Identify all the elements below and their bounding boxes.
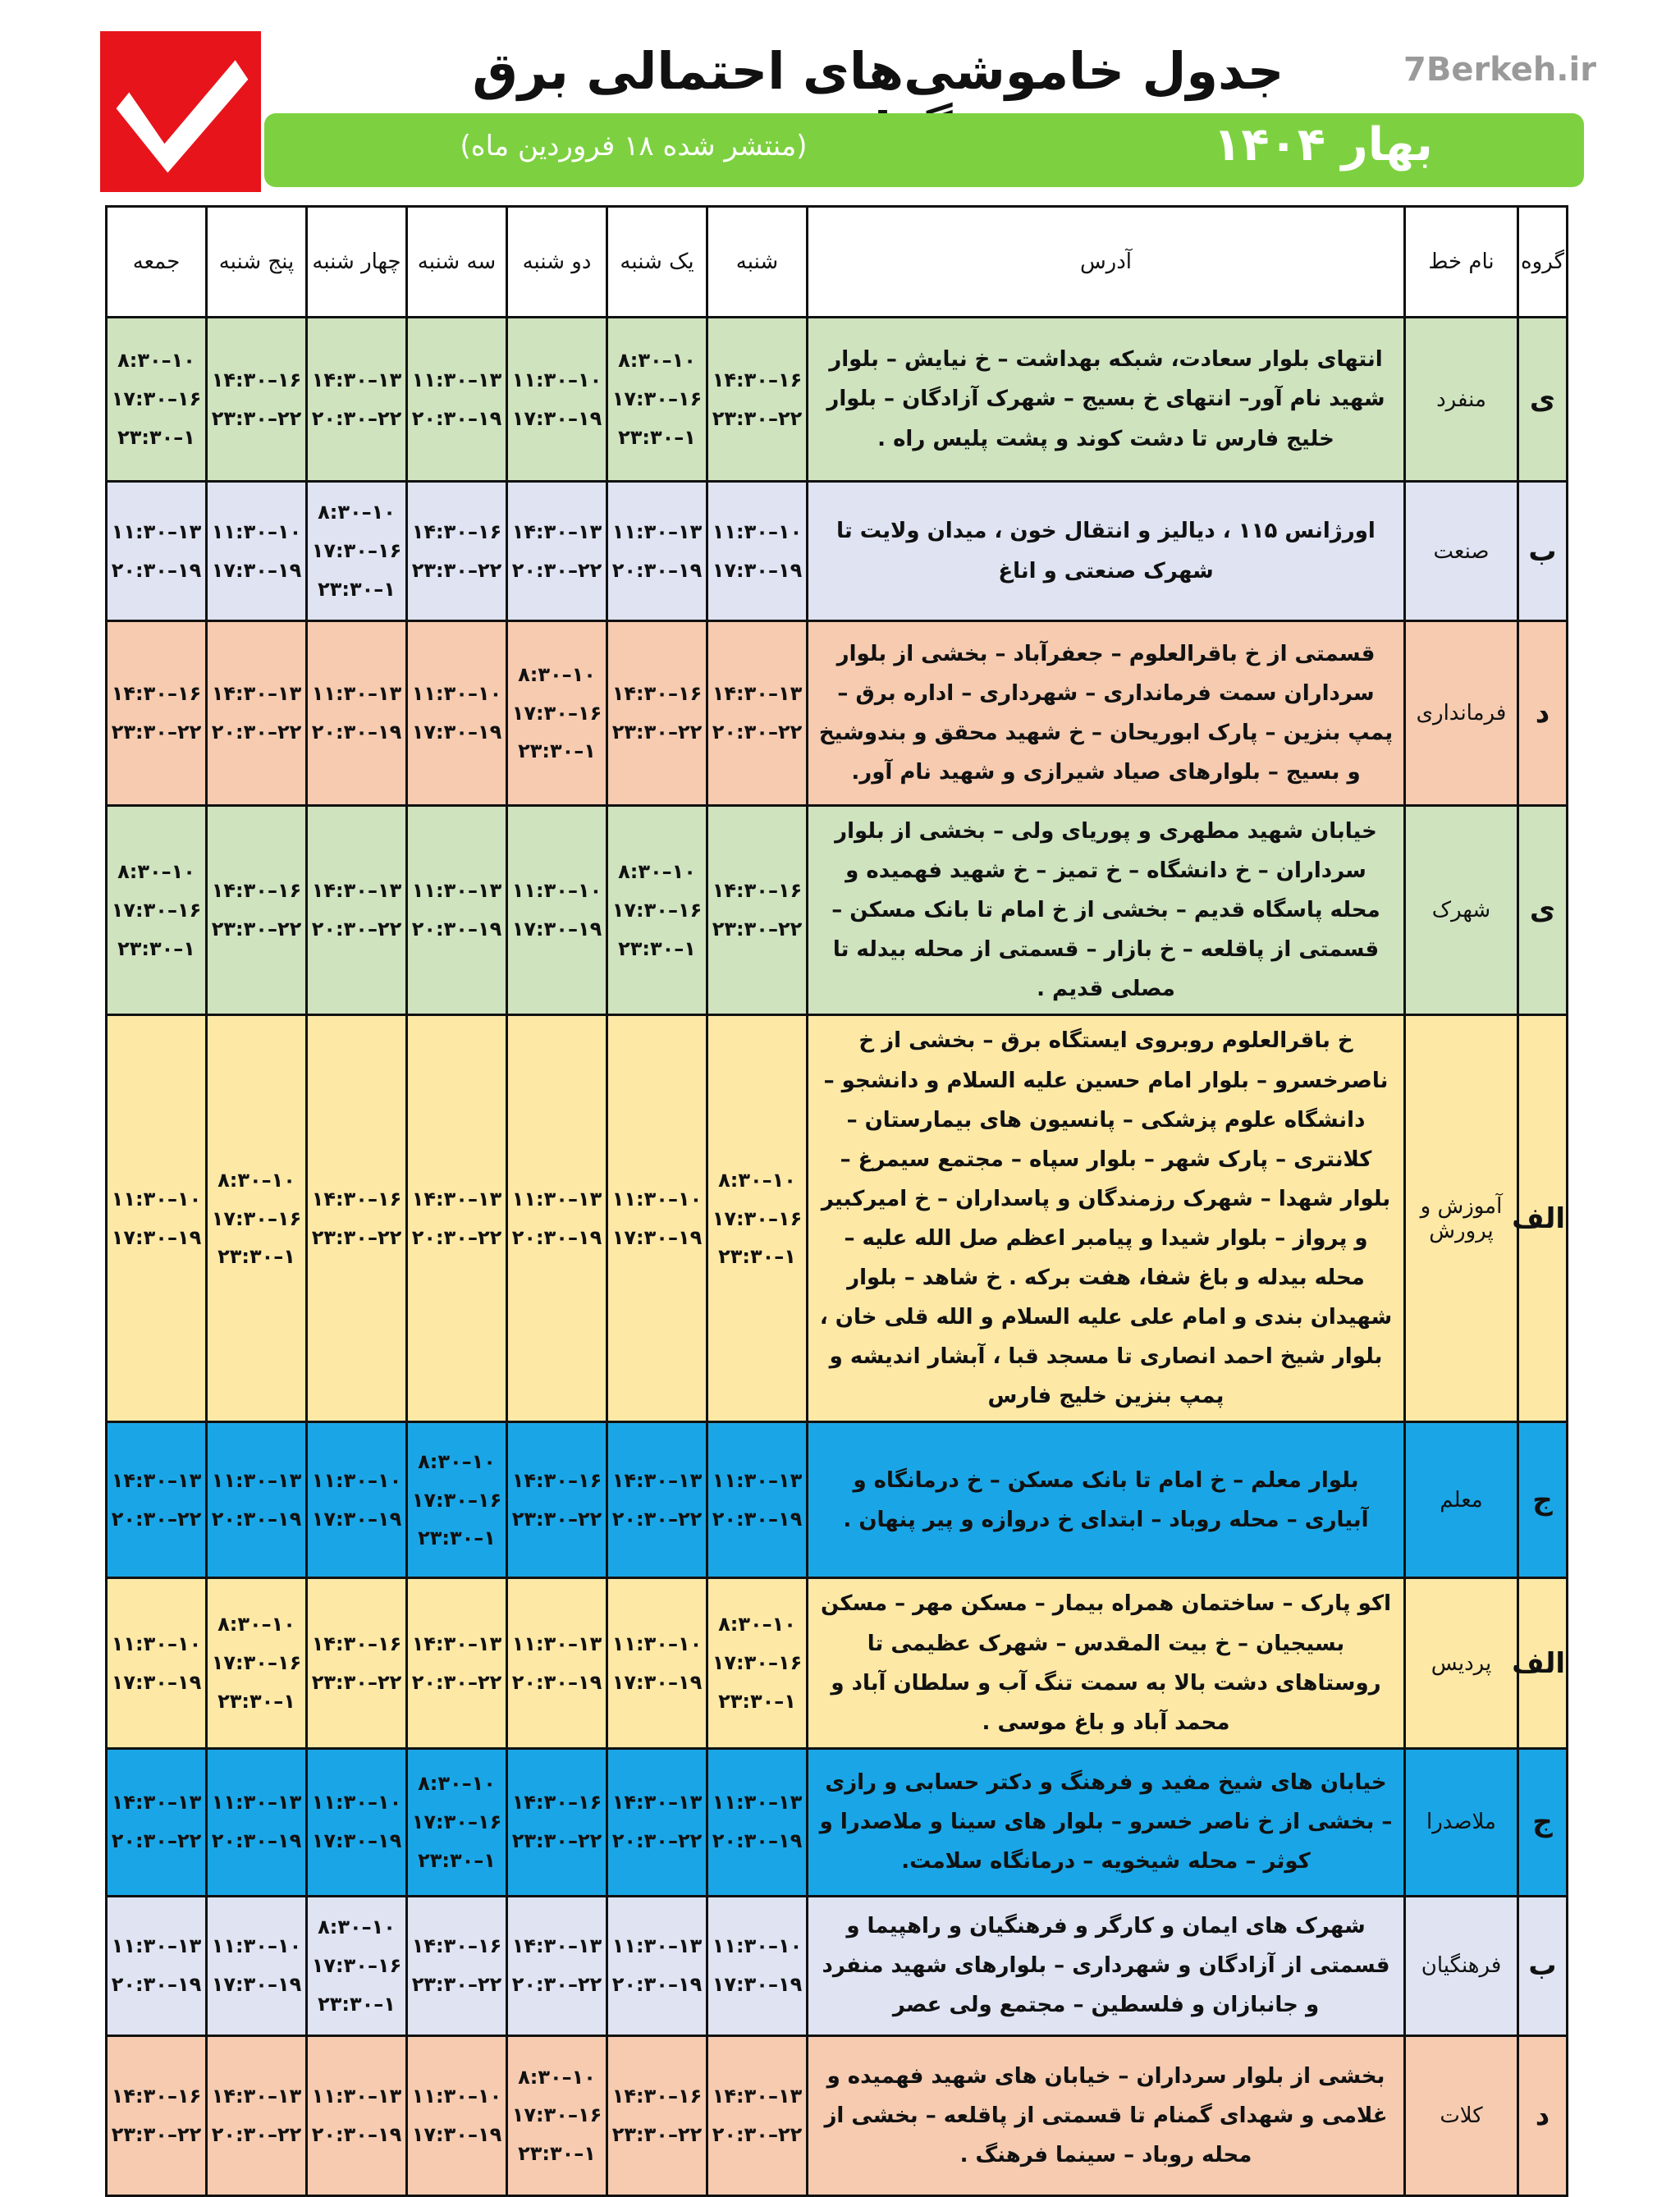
time-slot-cell bbox=[607, 1015, 707, 1422]
time-slot: ۱۰–۸:۳۰ bbox=[117, 860, 195, 884]
time-slot: ۱۳–۱۴:۳۰ bbox=[611, 1469, 703, 1493]
time-slot: ۱۹–۲۰:۳۰ bbox=[211, 1507, 302, 1531]
time-slot-cell bbox=[107, 1015, 207, 1422]
time-slot-cell bbox=[107, 1896, 207, 2035]
time-slot: ۱۹–۲۰:۳۰ bbox=[611, 1973, 703, 1997]
time-slot: ۱۰–۸:۳۰ bbox=[618, 349, 696, 373]
header-line: نام خط bbox=[1405, 207, 1518, 318]
line-name-cell: ملاصدرا bbox=[1405, 1748, 1518, 1896]
time-slot-cell bbox=[707, 1748, 808, 1896]
time-slot-cell bbox=[107, 1422, 207, 1578]
time-slot-cell bbox=[507, 621, 607, 806]
time-slot: ۱۶–۱۴:۳۰ bbox=[511, 1791, 602, 1815]
header-day: جمعه bbox=[107, 207, 207, 318]
time-slot: ۱۰–۱۱:۳۰ bbox=[111, 1188, 202, 1211]
time-slot: ۱۶–۱۷:۳۰ bbox=[712, 1651, 803, 1675]
time-slot: ۱۹–۱۷:۳۰ bbox=[211, 1973, 302, 1997]
time-slot: ۱۶–۱۷:۳۰ bbox=[111, 898, 202, 922]
time-slot-cell bbox=[607, 1578, 707, 1748]
time-slot-cell bbox=[307, 1896, 407, 2035]
time-slot-cell bbox=[207, 318, 307, 482]
time-slot-cell bbox=[407, 1748, 507, 1896]
time-slot: ۲۲–۲۳:۳۰ bbox=[311, 1670, 402, 1694]
time-slot: ۱۹–۱۷:۳۰ bbox=[411, 721, 502, 744]
time-slot-cell bbox=[407, 318, 507, 482]
table-row bbox=[107, 1748, 1568, 1896]
time-slot: ۲۲–۲۳:۳۰ bbox=[611, 2122, 703, 2146]
schedule-body bbox=[107, 318, 1568, 2196]
time-slot: ۱–۲۳:۳۰ bbox=[217, 1245, 295, 1269]
time-slot-cell bbox=[407, 1422, 507, 1578]
time-slot-cell bbox=[507, 1748, 607, 1896]
time-slot: ۲۲–۲۳:۳۰ bbox=[411, 1973, 502, 1997]
time-slot-cell bbox=[307, 621, 407, 806]
time-slot: ۱۶–۱۴:۳۰ bbox=[712, 368, 803, 391]
time-slot: ۱۳–۱۴:۳۰ bbox=[511, 519, 602, 543]
time-slot-cell bbox=[607, 2035, 707, 2195]
group-cell: الف bbox=[1518, 1015, 1568, 1422]
time-slot: ۱۰–۱۱:۳۰ bbox=[211, 1934, 302, 1958]
time-slot-cell bbox=[307, 1748, 407, 1896]
time-slot: ۲۲–۲۳:۳۰ bbox=[311, 1225, 402, 1249]
brand-logo bbox=[100, 31, 261, 192]
time-slot: ۲۲–۲۰:۳۰ bbox=[611, 1829, 703, 1853]
time-slot-cell bbox=[107, 621, 207, 806]
table-row bbox=[107, 806, 1568, 1015]
time-slot-cell bbox=[207, 1578, 307, 1748]
time-slot: ۱۳–۱۴:۳۰ bbox=[712, 2084, 803, 2108]
time-slot-cell bbox=[207, 1015, 307, 1422]
time-slot-cell bbox=[707, 1578, 808, 1748]
time-slot: ۲۲–۲۰:۳۰ bbox=[511, 558, 602, 582]
time-slot: ۱–۲۳:۳۰ bbox=[117, 936, 195, 960]
time-slot: ۱۹–۱۷:۳۰ bbox=[411, 2122, 502, 2146]
site-name: 7Berkeh.ir bbox=[1403, 51, 1596, 89]
time-slot: ۱–۲۳:۳۰ bbox=[117, 425, 195, 449]
time-slot: ۲۲–۲۳:۳۰ bbox=[211, 918, 302, 941]
time-slot-cell bbox=[407, 621, 507, 806]
time-slot: ۱۰–۸:۳۰ bbox=[418, 1449, 496, 1473]
time-slot: ۱۰–۱۱:۳۰ bbox=[411, 682, 502, 706]
line-name-cell: معلم bbox=[1405, 1422, 1518, 1578]
group-cell: د bbox=[1518, 621, 1568, 806]
time-slot-cell bbox=[707, 1896, 808, 2035]
time-slot: ۱۹–۱۷:۳۰ bbox=[511, 918, 602, 941]
line-name-cell: منفرد bbox=[1405, 318, 1518, 482]
time-slot: ۲۲–۲۰:۳۰ bbox=[712, 721, 803, 744]
header-row bbox=[107, 207, 1568, 318]
time-slot: ۱۳–۱۴:۳۰ bbox=[111, 1469, 202, 1493]
time-slot: ۱۶–۱۷:۳۰ bbox=[211, 1651, 302, 1675]
time-slot: ۱۹–۲۰:۳۰ bbox=[411, 918, 502, 941]
time-slot: ۱۰–۸:۳۰ bbox=[518, 2065, 596, 2089]
time-slot: ۱۰–۸:۳۰ bbox=[718, 1168, 796, 1192]
time-slot: ۱۰–۸:۳۰ bbox=[318, 501, 396, 524]
time-slot: ۱۹–۲۰:۳۰ bbox=[111, 558, 202, 582]
time-slot: ۲۲–۲۰:۳۰ bbox=[311, 918, 402, 941]
time-slot: ۲۲–۲۰:۳۰ bbox=[411, 1225, 502, 1249]
header-address: آدرس bbox=[808, 207, 1405, 318]
time-slot-cell bbox=[207, 1748, 307, 1896]
time-slot-cell bbox=[707, 318, 808, 482]
address-cell: انتهای بلوار سعادت، شبکه بهداشت – خ نیایش – بلوار شهید نام آور– انتهای خ بسیج – شهرک آزادگان – بلوار خلیج فارس تا دشت کوند و پشت پلیس راه . bbox=[808, 318, 1405, 482]
time-slot: ۱–۲۳:۳۰ bbox=[718, 1245, 796, 1269]
time-slot: ۱۹–۲۰:۳۰ bbox=[611, 558, 703, 582]
time-slot: ۲۲–۲۳:۳۰ bbox=[511, 1507, 602, 1531]
time-slot: ۱۳–۱۴:۳۰ bbox=[211, 682, 302, 706]
time-slot-cell bbox=[407, 1015, 507, 1422]
time-slot-cell bbox=[307, 806, 407, 1015]
time-slot-cell bbox=[707, 482, 808, 621]
time-slot-cell bbox=[707, 1015, 808, 1422]
time-slot-cell bbox=[207, 806, 307, 1015]
time-slot-cell bbox=[607, 806, 707, 1015]
time-slot-cell bbox=[507, 318, 607, 482]
time-slot-cell bbox=[307, 1578, 407, 1748]
time-slot: ۱۶–۱۴:۳۰ bbox=[111, 2084, 202, 2108]
line-name-cell: پردیس bbox=[1405, 1578, 1518, 1748]
time-slot-cell bbox=[507, 806, 607, 1015]
address-cell: اکو پارک – ساختمان همراه بیمار – مسکن مهر – مسکن بسیجیان – خ بیت المقدس – شهرک عظیمی تا روستاهای دشت بالا به سمت تنگ آب و سلطان آباد و محمد آباد و باغ موسی . bbox=[808, 1578, 1405, 1748]
time-slot-cell bbox=[107, 1578, 207, 1748]
time-slot: ۲۲–۲۰:۳۰ bbox=[611, 1507, 703, 1531]
time-slot: ۱۹–۲۰:۳۰ bbox=[311, 721, 402, 744]
header-day: دو شنبه bbox=[507, 207, 607, 318]
time-slot: ۱۳–۱۴:۳۰ bbox=[211, 2084, 302, 2108]
time-slot: ۱۳–۱۱:۳۰ bbox=[511, 1188, 602, 1211]
time-slot: ۱۶–۱۷:۳۰ bbox=[411, 1488, 502, 1512]
time-slot: ۱۰–۱۱:۳۰ bbox=[611, 1188, 703, 1211]
time-slot-cell bbox=[507, 1422, 607, 1578]
line-name-cell: فرهنگیان bbox=[1405, 1896, 1518, 2035]
group-cell: ج bbox=[1518, 1422, 1568, 1578]
group-cell: ب bbox=[1518, 482, 1568, 621]
time-slot: ۱۰–۸:۳۰ bbox=[318, 1916, 396, 1939]
time-slot-cell bbox=[107, 806, 207, 1015]
time-slot-cell bbox=[307, 482, 407, 621]
time-slot: ۱۳–۱۱:۳۰ bbox=[211, 1469, 302, 1493]
time-slot-cell bbox=[707, 621, 808, 806]
time-slot: ۱۳–۱۱:۳۰ bbox=[111, 1934, 202, 1958]
time-slot: ۱–۲۳:۳۰ bbox=[518, 739, 596, 763]
time-slot: ۱۹–۲۰:۳۰ bbox=[311, 2122, 402, 2146]
time-slot: ۱۶–۱۴:۳۰ bbox=[411, 519, 502, 543]
time-slot: ۱۳–۱۱:۳۰ bbox=[311, 2084, 402, 2108]
time-slot: ۱۹–۱۷:۳۰ bbox=[111, 1225, 202, 1249]
time-slot-cell bbox=[307, 1015, 407, 1422]
time-slot: ۱۹–۱۷:۳۰ bbox=[611, 1670, 703, 1694]
time-slot: ۱۶–۱۷:۳۰ bbox=[211, 1206, 302, 1230]
time-slot-cell bbox=[507, 482, 607, 621]
time-slot: ۱۶–۱۴:۳۰ bbox=[611, 2084, 703, 2108]
address-cell: خیابان های شیخ مفید و فرهنگ و دکتر حسابی و رازی – بخشی از خ ناصر خسرو – بلوار های سینا و ملاصدرا و کوثر – محله شیخویه – درمانگاه سلامت. bbox=[808, 1748, 1405, 1896]
time-slot: ۲۲–۲۰:۳۰ bbox=[111, 1829, 202, 1853]
time-slot-cell bbox=[207, 621, 307, 806]
time-slot: ۲۲–۲۰:۳۰ bbox=[311, 406, 402, 430]
group-cell: ی bbox=[1518, 318, 1568, 482]
time-slot: ۱۰–۱۱:۳۰ bbox=[111, 1632, 202, 1655]
time-slot: ۱۶–۱۴:۳۰ bbox=[211, 879, 302, 903]
time-slot: ۱۹–۲۰:۳۰ bbox=[712, 1829, 803, 1853]
header-day: یک شنبه bbox=[607, 207, 707, 318]
time-slot: ۱۳–۱۱:۳۰ bbox=[111, 519, 202, 543]
table-row bbox=[107, 2035, 1568, 2195]
line-name-cell: صنعت bbox=[1405, 482, 1518, 621]
address-cell: بخشی از بلوار سرداران – خیابان های شهید فهمیده و غلامی و شهدای گمنام تا قسمتی از پاقلعه – بخشی از محله روباد – سینما فرهنگ . bbox=[808, 2035, 1405, 2195]
time-slot: ۱–۲۳:۳۰ bbox=[518, 2142, 596, 2166]
time-slot-cell bbox=[407, 1896, 507, 2035]
time-slot-cell bbox=[107, 318, 207, 482]
time-slot: ۱۰–۱۱:۳۰ bbox=[712, 1934, 803, 1958]
time-slot: ۱۳–۱۱:۳۰ bbox=[611, 519, 703, 543]
time-slot: ۱۰–۱۱:۳۰ bbox=[712, 519, 803, 543]
time-slot: ۱۰–۱۱:۳۰ bbox=[411, 2084, 502, 2108]
time-slot: ۱۹–۲۰:۳۰ bbox=[712, 1507, 803, 1531]
time-slot: ۱۶–۱۴:۳۰ bbox=[311, 1632, 402, 1655]
time-slot: ۱۰–۸:۳۰ bbox=[518, 662, 596, 686]
time-slot: ۱۹–۱۷:۳۰ bbox=[712, 558, 803, 582]
time-slot: ۱۹–۱۷:۳۰ bbox=[611, 1225, 703, 1249]
time-slot: ۱۶–۱۷:۳۰ bbox=[611, 898, 703, 922]
time-slot: ۱۹–۲۰:۳۰ bbox=[111, 1973, 202, 1997]
line-name-cell: آموزش و پرورش bbox=[1405, 1015, 1518, 1422]
time-slot: ۱۳–۱۴:۳۰ bbox=[611, 1791, 703, 1815]
time-slot: ۱۶–۱۷:۳۰ bbox=[311, 1953, 402, 1977]
time-slot: ۱–۲۳:۳۰ bbox=[217, 1689, 295, 1713]
time-slot: ۱۳–۱۴:۳۰ bbox=[511, 1934, 602, 1958]
time-slot: ۱۳–۱۴:۳۰ bbox=[712, 682, 803, 706]
time-slot-cell bbox=[107, 2035, 207, 2195]
time-slot-cell bbox=[407, 482, 507, 621]
header-day: شنبه bbox=[707, 207, 808, 318]
time-slot: ۱۶–۱۴:۳۰ bbox=[211, 368, 302, 391]
time-slot: ۲۲–۲۳:۳۰ bbox=[211, 406, 302, 430]
table-row bbox=[107, 621, 1568, 806]
time-slot: ۱۶–۱۷:۳۰ bbox=[111, 387, 202, 411]
time-slot: ۱۳–۱۴:۳۰ bbox=[311, 368, 402, 391]
time-slot-cell bbox=[207, 2035, 307, 2195]
time-slot: ۱–۲۳:۳۰ bbox=[418, 1526, 496, 1550]
time-slot: ۲۲–۲۰:۳۰ bbox=[411, 1670, 502, 1694]
time-slot: ۱۳–۱۱:۳۰ bbox=[511, 1632, 602, 1655]
group-cell: ج bbox=[1518, 1748, 1568, 1896]
time-slot: ۱۹–۱۷:۳۰ bbox=[111, 1670, 202, 1694]
time-slot-cell bbox=[607, 1422, 707, 1578]
time-slot: ۱۳–۱۱:۳۰ bbox=[211, 1791, 302, 1815]
time-slot: ۱۹–۱۷:۳۰ bbox=[511, 406, 602, 430]
time-slot: ۲۲–۲۰:۳۰ bbox=[712, 2122, 803, 2146]
time-slot: ۱–۲۳:۳۰ bbox=[318, 577, 396, 601]
time-slot: ۲۲–۲۰:۳۰ bbox=[111, 1507, 202, 1531]
time-slot-cell bbox=[407, 806, 507, 1015]
time-slot: ۱۶–۱۷:۳۰ bbox=[511, 701, 602, 725]
address-cell: خ باقرالعلوم روبروی ایستگاه برق – بخشی از خ ناصرخسرو – بلوار امام حسین علیه السلام و دانشجو – دانشگاه علوم پزشکی – پانسیون های بیمارستان – کلانتری – پارک شهر – بلوار سپاه – مجتمع سیمرغ – بلوار شهدا – شهرک رزمندگان و پاسداران – خ امیرکبیر و پرواز – بلوار شیدا و پیامبر اعظم صل الله علیه – محله بیدله و باغ شفا، هفت برکه . خ شاهد – بلوار شهیدان بندی و امام علی علیه السلام و الله قلی خان ، بلوار شیخ احمد انصاری تا مسجد قبا ، آبشار اندیشه و پمپ بنزین خلیج فارس bbox=[808, 1015, 1405, 1422]
time-slot-cell bbox=[707, 1422, 808, 1578]
time-slot: ۱۶–۱۷:۳۰ bbox=[511, 2103, 602, 2127]
time-slot-cell bbox=[407, 1578, 507, 1748]
published-note: (منتشر شده ۱۸ فروردین ماه) bbox=[460, 130, 808, 162]
time-slot: ۱۳–۱۱:۳۰ bbox=[712, 1469, 803, 1493]
time-slot: ۱۹–۱۷:۳۰ bbox=[311, 1829, 402, 1853]
time-slot: ۱۹–۲۰:۳۰ bbox=[211, 1829, 302, 1853]
time-slot: ۱۳–۱۱:۳۰ bbox=[611, 1934, 703, 1958]
address-cell: قسمتی از خ باقرالعلوم – جعفرآباد – بخشی از بلوار سرداران سمت فرمانداری – شهرداری – اداره برق – پمپ بنزین – پارک ابوریحان – خ شهید محقق و بندوشیخ و بسیج – بلوارهای صیاد شیرازی و شهید نام آور. bbox=[808, 621, 1405, 806]
table-row bbox=[107, 1015, 1568, 1422]
time-slot-cell bbox=[607, 1896, 707, 2035]
line-name-cell: فرمانداری bbox=[1405, 621, 1518, 806]
line-name-cell: شهرک bbox=[1405, 806, 1518, 1015]
time-slot: ۲۲–۲۰:۳۰ bbox=[211, 721, 302, 744]
time-slot: ۱۹–۱۷:۳۰ bbox=[311, 1507, 402, 1531]
time-slot: ۱۳–۱۴:۳۰ bbox=[411, 1188, 502, 1211]
time-slot-cell bbox=[507, 1578, 607, 1748]
header-day: چهار شنبه bbox=[307, 207, 407, 318]
time-slot: ۲۲–۲۰:۳۰ bbox=[511, 1973, 602, 1997]
time-slot: ۱۶–۱۴:۳۰ bbox=[411, 1934, 502, 1958]
time-slot: ۱۳–۱۴:۳۰ bbox=[111, 1791, 202, 1815]
time-slot-cell bbox=[507, 1896, 607, 2035]
table-row bbox=[107, 318, 1568, 482]
time-slot-cell bbox=[207, 482, 307, 621]
time-slot: ۱۶–۱۴:۳۰ bbox=[611, 682, 703, 706]
table-row bbox=[107, 1896, 1568, 2035]
time-slot-cell bbox=[107, 1748, 207, 1896]
time-slot: ۲۲–۲۳:۳۰ bbox=[111, 721, 202, 744]
time-slot: ۱۰–۱۱:۳۰ bbox=[311, 1469, 402, 1493]
time-slot: ۱۹–۱۷:۳۰ bbox=[211, 558, 302, 582]
time-slot: ۱۶–۱۷:۳۰ bbox=[712, 1206, 803, 1230]
time-slot: ۱۳–۱۱:۳۰ bbox=[311, 682, 402, 706]
address-cell: بلوار معلم – خ امام تا بانک مسکن – خ درمانگاه و آبیاری – محله روباد – ابتدای خ دروازه و پیر پنهان . bbox=[808, 1422, 1405, 1578]
time-slot-cell bbox=[607, 482, 707, 621]
time-slot-cell bbox=[607, 1748, 707, 1896]
time-slot: ۱۶–۱۷:۳۰ bbox=[611, 387, 703, 411]
time-slot: ۱۳–۱۴:۳۰ bbox=[311, 879, 402, 903]
time-slot: ۲۲–۲۳:۳۰ bbox=[511, 1829, 602, 1853]
time-slot-cell bbox=[707, 806, 808, 1015]
time-slot: ۱۰–۸:۳۰ bbox=[418, 1772, 496, 1796]
time-slot: ۱۰–۱۱:۳۰ bbox=[511, 879, 602, 903]
group-cell: الف bbox=[1518, 1578, 1568, 1748]
time-slot: ۱۰–۱۱:۳۰ bbox=[511, 368, 602, 391]
address-cell: خیابان شهید مطهری و پوریای ولی – بخشی از بلوار سرداران – خ دانشگاه – خ تمیز – خ شهید فهمیده و محله پاسگاه قدیم – بخشی از خ امام تا بانک مسکن – قسمتی از پاقلعه – خ بازار – قسمتی از محله بیدله تا مصلی قدیم . bbox=[808, 806, 1405, 1015]
time-slot: ۲۲–۲۳:۳۰ bbox=[611, 721, 703, 744]
table-row bbox=[107, 482, 1568, 621]
time-slot: ۱–۲۳:۳۰ bbox=[318, 1992, 396, 2016]
time-slot: ۲۲–۲۳:۳۰ bbox=[411, 558, 502, 582]
time-slot: ۲۲–۲۰:۳۰ bbox=[211, 2122, 302, 2146]
time-slot: ۱۳–۱۱:۳۰ bbox=[411, 368, 502, 391]
time-slot-cell bbox=[107, 482, 207, 621]
header-day: سه شنبه bbox=[407, 207, 507, 318]
header-day: پنج شنبه bbox=[207, 207, 307, 318]
time-slot: ۱۰–۱۱:۳۰ bbox=[611, 1632, 703, 1655]
address-cell: اورژانس ۱۱۵ ، دیالیز و انتقال خون ، میدان ولایت تا شهرک صنعتی و اناغ bbox=[808, 482, 1405, 621]
table-row bbox=[107, 1578, 1568, 1748]
time-slot-cell bbox=[607, 621, 707, 806]
time-slot-cell bbox=[307, 318, 407, 482]
time-slot-cell bbox=[207, 1422, 307, 1578]
table-row bbox=[107, 1422, 1568, 1578]
time-slot-cell bbox=[507, 2035, 607, 2195]
time-slot: ۱۶–۱۴:۳۰ bbox=[111, 682, 202, 706]
season-label: بهار ۱۴۰۴ bbox=[1213, 118, 1433, 172]
time-slot-cell bbox=[407, 2035, 507, 2195]
time-slot: ۱۹–۲۰:۳۰ bbox=[511, 1225, 602, 1249]
time-slot-cell bbox=[307, 1422, 407, 1578]
time-slot: ۱۰–۸:۳۰ bbox=[217, 1168, 295, 1192]
page-title: جدول خاموشی‌های احتمالی برق bbox=[472, 41, 1284, 101]
time-slot: ۱۹–۱۷:۳۰ bbox=[712, 1973, 803, 1997]
address-cell: شهرک های ایمان و کارگر و فرهنگیان و راهپیما و قسمتی از آزادگان و شهرداری – بلوارهای شهید منفرد و جانبازان و فلسطین – مجتمع ولی عصر bbox=[808, 1896, 1405, 2035]
time-slot-cell bbox=[307, 2035, 407, 2195]
time-slot-cell bbox=[507, 1015, 607, 1422]
time-slot: ۱۶–۱۴:۳۰ bbox=[712, 879, 803, 903]
time-slot: ۱۰–۸:۳۰ bbox=[618, 860, 696, 884]
time-slot: ۱۶–۱۴:۳۰ bbox=[511, 1469, 602, 1493]
time-slot: ۲۲–۲۳:۳۰ bbox=[712, 406, 803, 430]
time-slot: ۱–۲۳:۳۰ bbox=[618, 936, 696, 960]
group-cell: ی bbox=[1518, 806, 1568, 1015]
group-cell: د bbox=[1518, 2035, 1568, 2195]
time-slot: ۱۶–۱۷:۳۰ bbox=[411, 1810, 502, 1833]
time-slot-cell bbox=[207, 1896, 307, 2035]
group-cell: ب bbox=[1518, 1896, 1568, 2035]
outage-schedule-table bbox=[105, 205, 1568, 2197]
time-slot: ۱–۲۳:۳۰ bbox=[718, 1689, 796, 1713]
time-slot: ۱۰–۱۱:۳۰ bbox=[211, 519, 302, 543]
time-slot-cell bbox=[707, 2035, 808, 2195]
time-slot: ۱۰–۱۱:۳۰ bbox=[311, 1791, 402, 1815]
season-banner bbox=[264, 113, 1584, 187]
time-slot: ۲۲–۲۳:۳۰ bbox=[111, 2122, 202, 2146]
line-name-cell: کلات bbox=[1405, 2035, 1518, 2195]
time-slot: ۱۰–۸:۳۰ bbox=[117, 349, 195, 373]
checkmark-logo-icon bbox=[100, 31, 261, 192]
time-slot: ۱۰–۸:۳۰ bbox=[718, 1613, 796, 1636]
time-slot: ۱۶–۱۷:۳۰ bbox=[311, 539, 402, 563]
header-group: گروه bbox=[1518, 207, 1568, 318]
time-slot: ۱–۲۳:۳۰ bbox=[418, 1848, 496, 1872]
time-slot: ۲۲–۲۳:۳۰ bbox=[712, 918, 803, 941]
time-slot: ۱۳–۱۴:۳۰ bbox=[411, 1632, 502, 1655]
time-slot: ۱۰–۸:۳۰ bbox=[217, 1613, 295, 1636]
time-slot-cell bbox=[607, 318, 707, 482]
time-slot: ۱۹–۲۰:۳۰ bbox=[411, 406, 502, 430]
time-slot: ۱–۲۳:۳۰ bbox=[618, 425, 696, 449]
time-slot: ۱۳–۱۱:۳۰ bbox=[411, 879, 502, 903]
time-slot: ۱۳–۱۱:۳۰ bbox=[712, 1791, 803, 1815]
time-slot: ۱۶–۱۴:۳۰ bbox=[311, 1188, 402, 1211]
time-slot: ۱۹–۲۰:۳۰ bbox=[511, 1670, 602, 1694]
